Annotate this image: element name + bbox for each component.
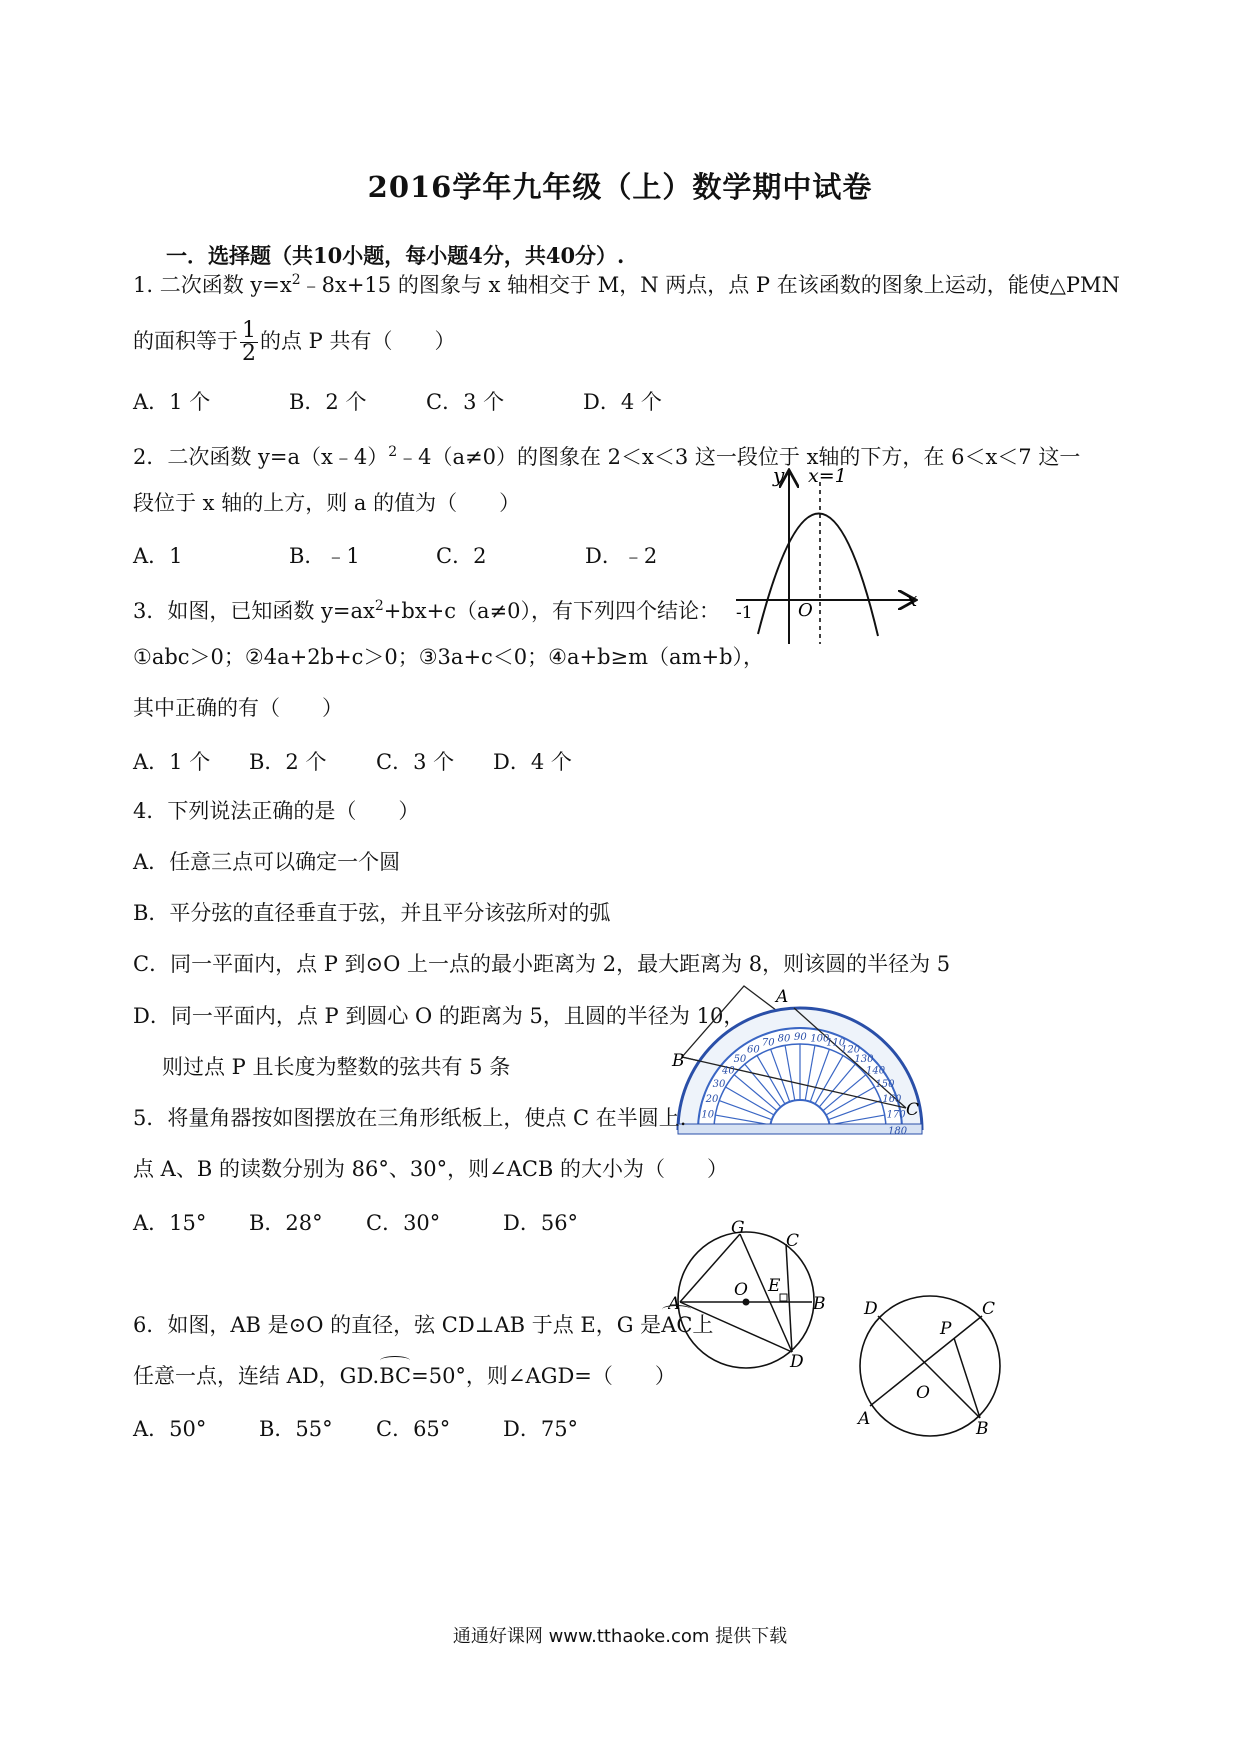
protractor-tick-label: 80 (777, 1033, 791, 1045)
c1-label-o: O (734, 1280, 748, 1300)
q5-option-a: A．15° (133, 1211, 207, 1235)
circle-figure-1 (668, 1214, 836, 1374)
protractor-tick-label: 130 (854, 1053, 874, 1065)
fraction-one-half: $\frac{1}{2}$ (242, 318, 256, 366)
c2-label-c: C (982, 1299, 996, 1319)
c2-label-o: O (916, 1383, 930, 1403)
arc-bc: BC (379, 1364, 412, 1388)
footer-credit: 通通好课网 www.tthaoke.com 提供下载 (452, 1626, 788, 1647)
q1-option-d: D．4 个 (583, 390, 662, 414)
page-title: 2016学年九年级（上）数学期中试卷 (367, 170, 873, 204)
q1-line2: 的面积等于 $\frac{1}{2}$ 的点 P 共有（ ） (133, 318, 456, 366)
q3-option-b: B．2 个 (249, 750, 327, 774)
circle-figure-2 (856, 1294, 1016, 1440)
q5-option-d: D．56° (503, 1211, 579, 1235)
q4-option-b: B．平分弦的直径垂直于弦，并且平分该弦所对的弧 (133, 901, 611, 925)
protractor-label-a: A (776, 987, 789, 1007)
protractor-tick-label: 110 (826, 1037, 846, 1049)
origin-label: O (798, 600, 813, 621)
protractor-tick-label: 20 (705, 1093, 719, 1105)
q2-option-a: A．1 (133, 544, 183, 568)
q5-line1: 5．将量角器按如图摆放在三角形纸板上，使点 C 在半圆上. (133, 1106, 687, 1130)
protractor-tick-label: 90 (794, 1032, 807, 1043)
q1-line1: 1. 二次函数 $y=x^2﹣8x+15$ 的图象与 x 轴相交于 M，N 两点，点 P 在该函数的图象上运动，能使△PMN (133, 272, 1120, 297)
parabola-curve (758, 513, 878, 636)
q6-line1: 6．如图，AB 是⊙O 的直径，弦 CD⊥AB 于点 E，G 是AC上 (133, 1313, 714, 1337)
q3-line3: 其中正确的有（ ） (133, 696, 343, 720)
protractor-tick-label: 100 (810, 1033, 830, 1045)
protractor-tick-label: 50 (733, 1053, 747, 1065)
q4-option-d-line2: 则过点 P 且长度为整数的弦共有 5 条 (162, 1055, 511, 1079)
c1-label-d: D (790, 1352, 804, 1372)
c1-label-c: C (786, 1231, 800, 1251)
q6-option-a: A．50° (133, 1417, 207, 1441)
protractor-label-b: B (672, 1051, 685, 1071)
q3-line1: 3．如图，已知函数 $y=ax^2+bx+c(a\ne 0)$，有下列四个结论： (133, 598, 720, 623)
arc-ac: AC (661, 1313, 693, 1337)
c2-label-b: B (976, 1419, 989, 1439)
q1-option-a: A．1 个 (133, 390, 211, 414)
protractor-tick-label: 30 (712, 1079, 726, 1090)
q3-line2: ①abc＞0；②4a+2b+c＞0；③3a+c＜0；④a+b≥m（am+b）， (133, 645, 765, 669)
q2-option-b: B．﹣1 (289, 544, 360, 568)
axis-label: x=1 (808, 465, 847, 487)
q1-option-c: C．3 个 (426, 390, 505, 414)
protractor-tick-label: 40 (721, 1065, 735, 1077)
c2-label-a: A (858, 1409, 871, 1429)
neg-one-label: -1 (736, 603, 753, 623)
protractor-tick-label: 120 (841, 1044, 861, 1056)
c2-label-d: D (864, 1299, 878, 1319)
c2-label-p: P (940, 1319, 952, 1339)
section-heading: 一．选择题（共10小题，每小题4分，共40分）. (166, 243, 625, 268)
protractor-tick-label: 70 (761, 1037, 775, 1049)
protractor-figure (666, 984, 928, 1136)
c1-label-e: E (768, 1276, 781, 1296)
q1-option-b: B．2 个 (289, 390, 367, 414)
x-label: x (906, 587, 918, 611)
q6-line2: 任意一点，连结 AD，GD.BC=50°，则∠AGD=（ ） (133, 1364, 676, 1388)
protractor-tick-label: 60 (747, 1044, 760, 1056)
q5-option-c: C．30° (366, 1211, 441, 1235)
protractor-tick-label: 150 (875, 1079, 895, 1090)
parabola-graph (728, 462, 928, 648)
protractor-tick-label: 140 (866, 1065, 886, 1077)
q3-option-c: C．3 个 (376, 750, 455, 774)
q3-option-d: D．4 个 (493, 750, 572, 774)
protractor-tick-label: 180 (888, 1126, 908, 1136)
q5-option-b: B．28° (249, 1211, 323, 1235)
q6-option-c: C．65° (376, 1417, 451, 1441)
q5-line2: 点 A、B 的读数分别为 86°、30°，则∠ACB 的大小为（ ） (133, 1157, 729, 1181)
q3-option-a: A．1 个 (133, 750, 211, 774)
q4-option-a: A．任意三点可以确定一个圆 (133, 850, 401, 874)
c1-label-a: A (668, 1294, 681, 1314)
q2-option-c: C．2 (436, 544, 487, 568)
q6-option-b: B．55° (259, 1417, 333, 1441)
protractor-tick-label: 170 (886, 1109, 906, 1121)
q2-line2: 段位于 x 轴的上方，则 a 的值为（ ） (133, 491, 521, 515)
protractor-tick-label: 10 (701, 1109, 715, 1121)
q2-option-d: D．﹣2 (585, 544, 658, 568)
q6-option-d: D．75° (503, 1417, 579, 1441)
protractor-label-c: C (906, 1100, 920, 1120)
c1-label-b: B (813, 1294, 826, 1314)
c1-label-g: G (731, 1218, 745, 1238)
protractor-tick-label: 160 (882, 1093, 902, 1105)
q2-line1: 2．二次函数 y=a（x﹣4）$^2$﹣4（a≠0）的图象在 2＜x＜3 这一段位于 x轴的下方，在 6＜x＜7 这一 (133, 444, 1081, 469)
q4-option-c: C．同一平面内，点 P 到⊙O 上一点的最小距离为 2，最大距离为 8，则该圆的半径为 5 (133, 952, 951, 976)
q4-stem: 4．下列说法正确的是（ ） (133, 799, 420, 823)
y-label: y (773, 463, 785, 487)
q4-option-d-line1: D．同一平面内，点 P 到圆心 O 的距离为 5，且圆的半径为 10， (133, 1004, 745, 1028)
